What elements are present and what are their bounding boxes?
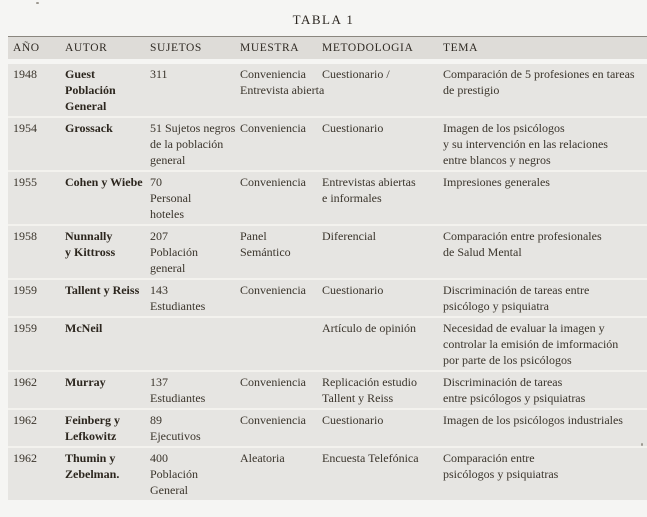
cell-line: Estudiantes [150,391,206,405]
cell-line: Comparación de 5 profesiones en tareas [443,67,635,81]
cell-line: 1959 [13,321,37,335]
table-row [8,64,647,116]
cell-line: entre blancos y negros [443,153,551,167]
cell-line: Conveniencia [240,67,306,81]
cell-sujetos [150,228,240,276]
cell-line: Discriminación de tareas [443,375,563,389]
cell-sujetos [150,174,240,222]
cell-line: Necesidad de evaluar la imagen y [443,321,605,335]
table-row [8,170,647,224]
cell-line: general [150,153,186,167]
cell-line: Encuesta Telefónica [322,451,419,465]
cell-line: Cuestionario [322,413,384,427]
table-row [8,370,647,408]
cell-line: Entrevista abierta [240,83,325,97]
cell-line: 1962 [13,375,37,389]
cell-anio [8,450,65,498]
cell-line: 1948 [13,67,37,81]
cell-tema [443,450,647,498]
cell-line: 400 [150,451,168,465]
table-row [8,316,647,370]
cell-autor [65,66,150,114]
table-row [8,446,647,500]
cell-autor [65,374,150,406]
cell-line: Población [150,467,198,481]
cell-line: Artículo de opinión [322,321,416,335]
cell-autor [65,320,150,368]
cell-line: Cuestionario [322,283,384,297]
cell-metodologia [322,66,443,114]
cell-metodologia [322,174,443,222]
cell-line: Cuestionario [322,121,384,135]
cell-muestra [240,174,322,222]
cell-autor [65,450,150,498]
cell-line: Conveniencia [240,175,306,189]
cell-anio [8,282,65,314]
cell-line: Tallent y Reiss [322,391,394,405]
cell-metodologia [322,374,443,406]
cell-line: controlar la emisión de imformación [443,337,619,351]
cell-line: McNeil [65,321,103,335]
cell-line: Cuestionario / [322,67,390,81]
cell-autor [65,174,150,222]
cell-line: 1954 [13,121,37,135]
col-header-tema: TEMA [443,42,478,54]
cell-anio [8,174,65,222]
scan-speck [641,443,643,446]
cell-line: Personal [150,191,192,205]
cell-line: 51 Sujetos negros [150,121,236,135]
scan-speck [36,2,39,4]
cell-muestra [240,450,322,498]
cell-tema [443,374,647,406]
cell-line: psicólogo y psiquiatra [443,299,549,313]
cell-line: y Kittross [65,245,116,259]
cell-line: Guest [65,67,95,81]
col-header-autor: AUTOR [65,42,108,54]
cell-line: 143 [150,283,168,297]
cell-line: 70 [150,175,162,189]
cell-line: Discriminación de tareas entre [443,283,590,297]
cell-tema [443,120,647,168]
cell-line: 1958 [13,229,37,243]
cell-line: Comparación entre profesionales [443,229,602,243]
cell-autor [65,412,150,444]
cell-tema [443,320,647,368]
cell-line: General [65,99,107,113]
cell-sujetos [150,282,240,314]
table-row [8,408,647,446]
cell-muestra [240,374,322,406]
col-header-muestra: MUESTRA [240,42,300,54]
cell-line: General [150,483,188,497]
cell-line: de prestigio [443,83,500,97]
cell-line: Conveniencia [240,121,306,135]
cell-autor [65,228,150,276]
cell-line: Cohen y Wiebe [65,175,143,189]
cell-muestra [240,228,322,276]
cell-muestra [240,320,322,368]
cell-line: Imagen de los psicólogos industriales [443,413,623,427]
cell-line: 311 [150,67,168,81]
cell-muestra [240,66,325,114]
cell-metodologia [322,450,443,498]
cell-muestra [240,120,322,168]
cell-line: Población [150,245,198,259]
cell-sujetos [150,450,240,498]
cell-sujetos [150,412,240,444]
cell-line: Feinberg y [65,413,120,427]
cell-muestra [240,412,322,444]
cell-line: Aleatoria [240,451,285,465]
cell-line: Comparación entre [443,451,535,465]
data-table [8,36,647,500]
cell-line: Población [65,83,116,97]
cell-line: por parte de los psicólogos [443,353,572,367]
cell-line: 1955 [13,175,37,189]
cell-line: 207 [150,229,168,243]
cell-line: Nunnally [65,229,113,243]
cell-line: 1959 [13,283,37,297]
cell-line: Impresiones generales [443,175,550,189]
cell-muestra [240,282,322,314]
cell-line: de la población [150,137,224,151]
cell-line: Zebelman. [65,467,120,481]
cell-line: entre psicólogos y psiquiatras [443,391,586,405]
cell-sujetos [150,320,240,368]
cell-anio [8,120,65,168]
cell-line: de Salud Mental [443,245,522,259]
cell-anio [8,412,65,444]
cell-sujetos [150,374,240,406]
cell-metodologia [322,228,443,276]
cell-metodologia [322,120,443,168]
cell-anio [8,66,65,114]
cell-tema [443,282,647,314]
table-body [8,64,647,500]
col-header-anio: AÑO [13,42,40,54]
col-header-sujetos: SUJETOS [150,42,202,54]
cell-tema [443,228,647,276]
table-title: TABLA 1 [292,12,355,27]
cell-metodologia [322,282,443,314]
cell-line: Conveniencia [240,375,306,389]
cell-anio [8,320,65,368]
cell-line: 1962 [13,451,37,465]
col-header-metodologia: METODOLOGIA [322,42,414,54]
cell-sujetos [150,66,240,114]
cell-autor [65,282,150,314]
cell-line: Diferencial [322,229,376,243]
cell-line: 137 [150,375,168,389]
table-row [8,278,647,316]
cell-line: psicólogos y psiquiatras [443,467,559,481]
cell-sujetos [150,120,240,168]
cell-autor [65,120,150,168]
cell-tema [443,66,647,114]
cell-line: 1962 [13,413,37,427]
cell-line: hoteles [150,207,184,221]
cell-line: Estudiantes [150,299,206,313]
cell-line: Thumin y [65,451,116,465]
cell-line: y su intervención en las relaciones [443,137,608,151]
cell-line: Entrevistas abiertas [322,175,416,189]
cell-line: Replicación estudio [322,375,417,389]
cell-anio [8,374,65,406]
cell-line: Murray [65,375,106,389]
cell-line: Tallent y Reiss [65,283,140,297]
table-row [8,224,647,278]
cell-line: general [150,261,186,275]
cell-line: 89 [150,413,162,427]
cell-line: Panel [240,229,267,243]
cell-line: Conveniencia [240,283,306,297]
cell-tema [443,174,647,222]
cell-line: Conveniencia [240,413,306,427]
cell-metodologia [322,412,443,444]
cell-line: Lefkowitz [65,429,117,443]
cell-line: Ejecutivos [150,429,201,443]
table-row [8,116,647,170]
cell-anio [8,228,65,276]
cell-line: Imagen de los psicólogos [443,121,565,135]
cell-metodologia [322,320,443,368]
cell-tema [443,412,647,444]
cell-line: Grossack [65,121,113,135]
cell-line: e informales [322,191,382,205]
cell-line: Semántico [240,245,291,259]
table-header-row [8,36,647,59]
